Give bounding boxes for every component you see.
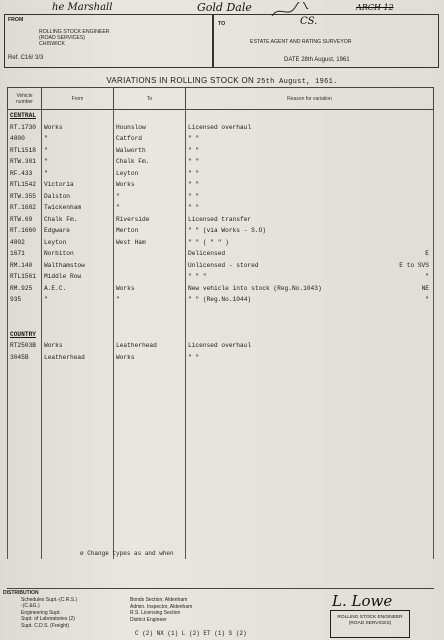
table-row	[8, 179, 434, 191]
blank-cell	[8, 455, 42, 467]
to-cell: Riverside	[114, 214, 186, 226]
blank-cell	[114, 363, 186, 375]
from-line-2: (ROAD SERVICES)	[39, 35, 86, 41]
blank-cell	[8, 432, 42, 444]
handwritten-note-initials: Gold Dale	[197, 1, 252, 14]
from-cell	[42, 306, 114, 318]
to-cell: "	[114, 191, 186, 203]
blank-cell	[114, 421, 186, 433]
table-row	[8, 352, 434, 364]
blank-cell	[114, 409, 186, 421]
reason-text: Unlicensed - stored	[188, 261, 259, 269]
reason-cell	[186, 283, 434, 295]
vehicle-cell: 1671	[8, 248, 42, 260]
blank-cell	[42, 478, 114, 490]
blank-row	[8, 432, 434, 444]
to-date: DATE 28th August, 1961	[284, 57, 350, 63]
from-label: FROM	[8, 17, 24, 23]
reason-cell	[186, 306, 434, 318]
stamp-line-1: ROLLING STOCK ENGINEER	[337, 615, 403, 620]
handwritten-note-name: he Marshall	[52, 2, 113, 13]
department-stamp	[330, 610, 410, 638]
reason-text: " "	[188, 204, 200, 212]
column-header-to: To	[114, 88, 186, 110]
blank-cell	[42, 444, 114, 456]
vehicle-cell: RM.140	[8, 260, 42, 272]
table-row	[8, 294, 434, 306]
vehicle-cell: CENTRAL	[8, 110, 42, 122]
to-cell: Chalk Fm.	[114, 156, 186, 168]
reason-cell	[186, 214, 434, 226]
to-cell: Works	[114, 352, 186, 364]
distribution-codes: C (2) NX (1) L (2) ET (1) S (2)	[135, 630, 247, 637]
table-row	[8, 191, 434, 203]
blank-cell	[42, 513, 114, 525]
reason-text: Delicensed	[188, 250, 226, 258]
reason-right-note: NE	[421, 284, 429, 292]
blank-cell	[186, 375, 434, 387]
reason-text: " "	[188, 181, 200, 189]
blank-cell	[114, 513, 186, 525]
reason-cell	[186, 191, 434, 203]
distribution-left-4: Supt. of Laboratories (2)	[21, 616, 75, 622]
vehicle-cell: RF.433	[8, 168, 42, 180]
reason-text: " " "	[188, 273, 207, 281]
from-cell	[42, 110, 114, 122]
reason-right-note: "	[425, 273, 429, 281]
to-cell	[114, 329, 186, 341]
to-cell	[114, 110, 186, 122]
blank-cell	[42, 409, 114, 421]
to-cell: Catford	[114, 133, 186, 145]
from-cell: Victoria	[42, 179, 114, 191]
to-label: TO	[218, 21, 226, 27]
from-cell: "	[42, 133, 114, 145]
blank-cell	[42, 432, 114, 444]
blank-row	[8, 501, 434, 513]
footnote-text: Change types as and when	[87, 550, 174, 557]
blank-cell	[8, 501, 42, 513]
blank-cell	[8, 536, 42, 548]
blank-cell	[42, 467, 114, 479]
blank-cell	[114, 478, 186, 490]
title-text: VARIATIONS IN ROLLING STOCK ON	[106, 76, 255, 85]
blank-cell	[8, 467, 42, 479]
reference-number: Ref. C16/ 3/3	[8, 55, 44, 61]
from-cell: Dalston	[42, 191, 114, 203]
blank-cell	[114, 455, 186, 467]
reason-cell	[186, 329, 434, 341]
table-row	[8, 168, 434, 180]
blank-cell	[186, 421, 434, 433]
blank-row	[8, 409, 434, 421]
table-row	[8, 133, 434, 145]
blank-cell	[186, 455, 434, 467]
blank-cell	[8, 421, 42, 433]
table-row	[8, 225, 434, 237]
from-box	[4, 14, 213, 68]
vehicle-cell: RT2503B	[8, 340, 42, 352]
table-row	[8, 122, 434, 134]
distribution-right-2: Admin. Inspector, Aldenham	[130, 603, 193, 610]
reason-cell	[186, 294, 434, 306]
blank-cell	[42, 398, 114, 410]
reason-cell	[186, 179, 434, 191]
blank-cell	[186, 409, 434, 421]
vehicle-cell: RTW.301	[8, 156, 42, 168]
reason-text: " "	[188, 353, 200, 361]
blank-cell	[114, 432, 186, 444]
handwritten-note-cs: CS.	[300, 16, 318, 27]
from-cell: "	[42, 294, 114, 306]
vehicle-cell: RM.925	[8, 283, 42, 295]
table-row	[8, 237, 434, 249]
blank-cell	[114, 524, 186, 536]
blank-cell	[42, 501, 114, 513]
blank-cell	[42, 536, 114, 548]
blank-row	[8, 524, 434, 536]
reason-text: " "	[188, 146, 200, 154]
to-cell: Works	[114, 179, 186, 191]
column-header-from: From	[42, 88, 114, 110]
distribution-left-2: -(C.&G.)	[21, 603, 40, 609]
blank-row	[8, 467, 434, 479]
blank-row	[8, 444, 434, 456]
vehicle-cell: COUNTRY	[8, 329, 42, 341]
blank-cell	[8, 398, 42, 410]
blank-cell	[8, 409, 42, 421]
table-row	[8, 214, 434, 226]
vehicle-cell: RTL1518	[8, 145, 42, 157]
blank-cell	[8, 363, 42, 375]
to-cell	[114, 248, 186, 260]
reason-cell	[186, 248, 434, 260]
vehicle-cell	[8, 306, 42, 318]
table-row	[8, 260, 434, 272]
from-cell: Norbiton	[42, 248, 114, 260]
distribution-right	[130, 597, 192, 623]
from-cell: "	[42, 168, 114, 180]
column-header-reason: Reason for variation	[186, 88, 434, 110]
blank-cell	[114, 490, 186, 502]
distribution-right-3: R.S. Licensing Section	[130, 610, 181, 616]
from-cell: Leatherhead	[42, 352, 114, 364]
blank-cell	[42, 386, 114, 398]
blank-cell	[42, 524, 114, 536]
blank-cell	[186, 467, 434, 479]
distribution-left-3: Engineering Supt.	[21, 609, 61, 616]
reason-text: Licensed overhaul	[188, 342, 252, 350]
blank-cell	[114, 386, 186, 398]
to-cell	[114, 306, 186, 318]
blank-row	[8, 363, 434, 375]
distribution-left-5: Supt. C.D.S. (Freight)	[21, 622, 70, 629]
blank-cell	[186, 398, 434, 410]
table-row	[8, 340, 434, 352]
to-cell	[114, 317, 186, 329]
from-cell: "	[42, 156, 114, 168]
table-row	[8, 271, 434, 283]
blank-row	[8, 513, 434, 525]
blank-cell	[114, 375, 186, 387]
to-cell	[114, 260, 186, 272]
reason-cell	[186, 260, 434, 272]
blank-row	[8, 490, 434, 502]
handwritten-note-arch: ARCH 12	[356, 3, 394, 12]
to-cell: Works	[114, 283, 186, 295]
reason-text: Licensed overhaul	[188, 123, 252, 131]
reason-cell	[186, 110, 434, 122]
blank-cell	[114, 398, 186, 410]
blank-cell	[8, 386, 42, 398]
blank-cell	[8, 444, 42, 456]
blank-row	[8, 398, 434, 410]
blank-cell	[42, 363, 114, 375]
vehicle-cell: RTL1561	[8, 271, 42, 283]
reason-text: New vehicle into stock (Reg.No.1043)	[188, 284, 322, 292]
vehicle-cell: RTW.355	[8, 191, 42, 203]
reason-text: Licensed transfer	[188, 215, 252, 223]
blank-cell	[8, 547, 42, 559]
blank-cell	[186, 386, 434, 398]
blank-cell	[8, 478, 42, 490]
blank-cell	[42, 421, 114, 433]
table-bottom-rule	[7, 588, 434, 589]
footnote	[80, 550, 174, 557]
vehicle-cell: RTL1542	[8, 179, 42, 191]
document-title	[106, 76, 337, 86]
vehicle-cell: 3045B	[8, 352, 42, 364]
blank-cell	[186, 547, 434, 559]
reason-right-note: "	[425, 296, 429, 304]
reason-text: " " (via Works - S.O)	[188, 227, 266, 235]
title-date: 25th August, 1961.	[256, 78, 338, 86]
blank-cell	[186, 490, 434, 502]
blank-cell	[186, 513, 434, 525]
reason-text: " " (Reg.No.1044)	[188, 296, 252, 304]
from-cell	[42, 317, 114, 329]
reason-right-note: E to SVS	[399, 261, 429, 269]
blank-cell	[186, 536, 434, 548]
blank-cell	[114, 501, 186, 513]
to-cell: Walworth	[114, 145, 186, 157]
vehicle-cell: 935	[8, 294, 42, 306]
reason-cell	[186, 340, 434, 352]
blank-row	[8, 386, 434, 398]
blank-cell	[42, 455, 114, 467]
reason-text: " "	[188, 192, 200, 200]
from-cell: Walthamstow	[42, 260, 114, 272]
reason-text: " "	[188, 158, 200, 166]
vehicle-cell: RT.1682	[8, 202, 42, 214]
reason-cell	[186, 122, 434, 134]
reason-cell	[186, 168, 434, 180]
reason-text: " "	[188, 169, 200, 177]
from-cell: Edgware	[42, 225, 114, 237]
blank-cell	[8, 513, 42, 525]
blank-row	[8, 547, 434, 559]
blank-cell	[186, 501, 434, 513]
reason-cell	[186, 237, 434, 249]
vehicle-cell: RTW.69	[8, 214, 42, 226]
section-row	[8, 110, 434, 122]
to-cell: Leatherhead	[114, 340, 186, 352]
blank-cell	[186, 524, 434, 536]
blank-cell	[114, 467, 186, 479]
from-cell	[42, 329, 114, 341]
blank-row	[8, 455, 434, 467]
table-row	[8, 248, 434, 260]
blank-row	[8, 421, 434, 433]
reason-cell	[186, 352, 434, 364]
reason-cell	[186, 145, 434, 157]
vehicle-cell: 4802	[8, 237, 42, 249]
reason-cell	[186, 202, 434, 214]
from-line-3: CHISWICK	[39, 41, 65, 47]
to-cell: "	[114, 294, 186, 306]
blank-row	[8, 478, 434, 490]
from-line-1: ROLLING STOCK ENGINEER	[39, 29, 110, 35]
blank-cell	[8, 490, 42, 502]
blank-cell	[8, 375, 42, 387]
reason-cell	[186, 156, 434, 168]
table-header	[8, 88, 434, 110]
from-cell: "	[42, 145, 114, 157]
vehicle-cell	[8, 317, 42, 329]
blank-cell	[8, 524, 42, 536]
table-row	[8, 306, 434, 318]
from-cell: Leyton	[42, 237, 114, 249]
from-cell: Chalk Fm.	[42, 214, 114, 226]
to-cell: West Ham	[114, 237, 186, 249]
from-cell: Works	[42, 340, 114, 352]
blank-cell	[186, 478, 434, 490]
reason-cell	[186, 225, 434, 237]
stamp-line-2: (ROAD SERVICES)	[348, 621, 392, 626]
blank-row	[8, 536, 434, 548]
to-cell: "	[114, 202, 186, 214]
blank-cell	[114, 444, 186, 456]
reason-right-note: E	[425, 250, 429, 258]
distribution-right-4: District Engineer	[130, 616, 167, 623]
blank-cell	[42, 490, 114, 502]
from-cell: Middle Row	[42, 271, 114, 283]
distribution-label: DISTRIBUTION	[3, 590, 39, 596]
table-row	[8, 145, 434, 157]
table-row	[8, 156, 434, 168]
to-cell	[114, 271, 186, 283]
reason-cell	[186, 317, 434, 329]
vehicle-cell: RT.1730	[8, 122, 42, 134]
from-cell: Twickenham	[42, 202, 114, 214]
distribution-right-1: Bonds Section, Aldenham	[130, 597, 188, 603]
blank-cell	[186, 444, 434, 456]
column-header-vehicle: Vehicle number	[8, 88, 42, 110]
from-cell: A.E.C.	[42, 283, 114, 295]
footnote-marker: ø	[80, 550, 84, 557]
reason-text: " "	[188, 135, 200, 143]
signature: L. Lowe	[332, 592, 393, 610]
table-row	[8, 283, 434, 295]
blank-cell	[114, 536, 186, 548]
variations-table	[7, 87, 434, 559]
blank-cell	[42, 375, 114, 387]
reason-cell	[186, 271, 434, 283]
to-box	[213, 14, 439, 68]
vehicle-cell: 4800	[8, 133, 42, 145]
table-row	[8, 202, 434, 214]
to-recipient: ESTATE AGENT AND RATING SURVEYOR	[250, 39, 352, 45]
blank-cell	[186, 432, 434, 444]
to-cell: Hounslow	[114, 122, 186, 134]
blank-row	[8, 375, 434, 387]
vehicle-cell: RT.1660	[8, 225, 42, 237]
reason-text: " " ( " " )	[188, 238, 229, 246]
table-row	[8, 317, 434, 329]
reason-cell	[186, 133, 434, 145]
to-cell: Leyton	[114, 168, 186, 180]
from-cell: Works	[42, 122, 114, 134]
blank-cell	[186, 363, 434, 375]
section-row	[8, 329, 434, 341]
distribution-list	[3, 590, 77, 629]
distribution-left-1: Schedules Supt.-(C.R.S.)	[21, 596, 78, 603]
to-cell: Merton	[114, 225, 186, 237]
